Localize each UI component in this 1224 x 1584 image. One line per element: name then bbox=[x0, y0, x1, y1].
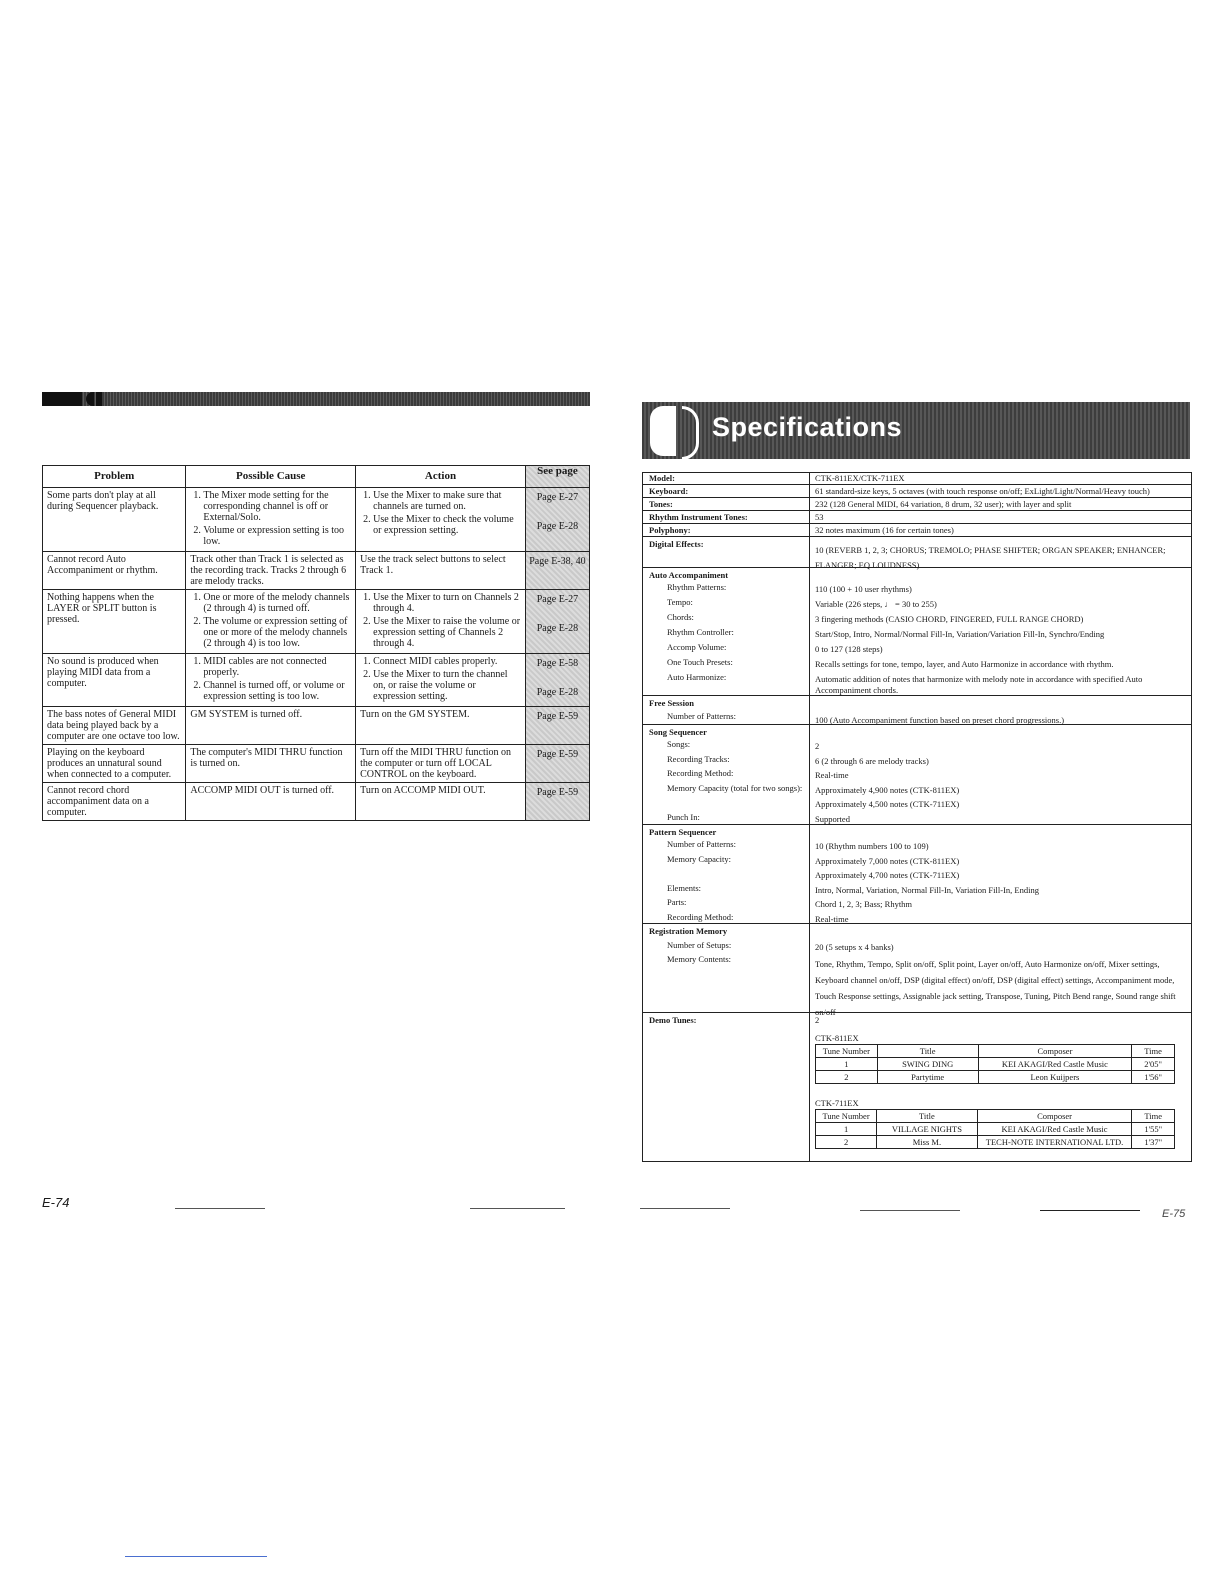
spec-sub-label: Recording Method: bbox=[667, 911, 734, 922]
spec-value: 3 fingering methods (CASIO CHORD, FINGERED, FULL RANGE CHORD) bbox=[815, 614, 1084, 624]
cause-cell bbox=[186, 654, 356, 707]
page-reference: Page E-58 bbox=[536, 658, 579, 669]
demo-cell: Partytime bbox=[877, 1071, 978, 1084]
header-problem: Problem bbox=[43, 466, 186, 488]
demo-cell: 1 bbox=[816, 1123, 877, 1136]
list-item: 1. Use the Mixer to turn on Channels 2 through 4. bbox=[373, 592, 521, 614]
spec-section-auto-accompaniment bbox=[643, 567, 1191, 695]
page-reference: Page E-27 bbox=[536, 492, 579, 503]
action-cell bbox=[356, 783, 526, 821]
table-row bbox=[43, 783, 590, 821]
cell-text: Turn on ACCOMP MIDI OUT. bbox=[360, 785, 486, 796]
spec-value: 32 notes maximum (16 for certain tones) bbox=[815, 525, 954, 535]
demo-header-cell: Title bbox=[877, 1110, 977, 1123]
section-label: Registration Memory bbox=[649, 926, 728, 936]
list-item: 2. Use the Mixer to check the volume or expression setting. bbox=[373, 514, 521, 536]
table-row bbox=[43, 552, 590, 590]
table-row bbox=[816, 1136, 1175, 1149]
spec-value: 53 bbox=[815, 512, 824, 522]
page-title: Specifications bbox=[712, 412, 903, 442]
spec-value: Approximately 4,700 notes (CTK-711EX) bbox=[815, 870, 960, 880]
demo-header-cell: Tune Number bbox=[816, 1110, 877, 1123]
cause-cell bbox=[186, 783, 356, 821]
section-label: Free Session bbox=[649, 698, 694, 708]
spec-sub-label: Elements: bbox=[667, 882, 701, 893]
cell-text: Turn on the GM SYSTEM. bbox=[360, 709, 470, 720]
demo-tunes-table bbox=[815, 1109, 1175, 1149]
header-bracket-icon bbox=[650, 406, 676, 456]
demo-cell: Leon Kuijpers bbox=[978, 1071, 1131, 1084]
list-item: 1. Connect MIDI cables properly. bbox=[373, 656, 521, 667]
section-label: Demo Tunes: bbox=[649, 1015, 697, 1025]
spec-value: Intro, Normal, Variation, Normal Fill-In, Variation Fill-In, Ending bbox=[815, 884, 1039, 895]
problem-cell: Nothing happens when the LAYER or SPLIT button is pressed. bbox=[43, 590, 186, 654]
spec-value: Real-time bbox=[815, 770, 849, 780]
demo-cell: 1'56" bbox=[1132, 1071, 1175, 1084]
action-cell bbox=[356, 707, 526, 745]
section-label: Auto Accompaniment bbox=[649, 570, 729, 580]
specifications-header bbox=[642, 402, 1190, 459]
demo-header-cell: Tune Number bbox=[816, 1045, 878, 1058]
list-item: 2. Channel is turned off, or volume or expression setting is too low. bbox=[203, 680, 351, 702]
demo-cell: VILLAGE NIGHTS bbox=[877, 1123, 977, 1136]
demo-cell: 1'55" bbox=[1132, 1123, 1175, 1136]
list-item: 1. The Mixer mode setting for the corresponding channel is off or External/Solo. bbox=[203, 490, 351, 523]
list-item: 2. Use the Mixer to turn the channel on, or raise the volume or expression setting. bbox=[373, 669, 521, 702]
demo-header-cell: Time bbox=[1132, 1110, 1175, 1123]
see-page-cell bbox=[525, 654, 589, 707]
demo-header-cell: Time bbox=[1132, 1045, 1175, 1058]
header-action: Action bbox=[356, 466, 526, 488]
spec-section-pattern-sequencer bbox=[643, 824, 1191, 924]
cause-cell bbox=[186, 488, 356, 552]
spec-label: Polyphony: bbox=[649, 525, 691, 535]
spec-sub-label: Number of Patterns: bbox=[667, 711, 736, 721]
demo-cell: KEI AKAGI/Red Castle Music bbox=[977, 1123, 1132, 1136]
page-reference: Page E-28 bbox=[536, 521, 579, 532]
spec-value: Variable (226 steps, ♩ = 30 to 255) bbox=[815, 599, 937, 609]
spec-sub-label: Accomp Volume: bbox=[667, 642, 727, 652]
table-row bbox=[816, 1058, 1175, 1071]
list-item: 1. Use the Mixer to make sure that channels are turned on. bbox=[373, 490, 521, 512]
troubleshooting-table bbox=[42, 465, 590, 821]
list-item: 1. One or more of the melody channels (2 through 4) is turned off. bbox=[203, 592, 351, 614]
table-row bbox=[43, 488, 590, 552]
problem-cell: The bass notes of General MIDI data being played back by a computer are one octave too low. bbox=[43, 707, 186, 745]
spec-sub-label: Chords: bbox=[667, 612, 694, 622]
left-header-bar bbox=[42, 392, 590, 406]
action-cell bbox=[356, 488, 526, 552]
spec-row-model bbox=[643, 472, 1191, 484]
spec-row-keyboard bbox=[643, 484, 1191, 496]
demo-cell: TECH-NOTE INTERNATIONAL LTD. bbox=[977, 1136, 1132, 1149]
header-paren-icon bbox=[682, 406, 699, 460]
list-item: 2. Volume or expression setting is too low. bbox=[203, 525, 351, 547]
page-reference: Page E-28 bbox=[536, 623, 579, 634]
demo-cell: Miss M. bbox=[877, 1136, 977, 1149]
table-header-row bbox=[43, 466, 590, 488]
list-item: 2. Use the Mixer to raise the volume or expression setting of Channels 2 through 4. bbox=[373, 616, 521, 649]
spec-sub-label: Auto Harmonize: bbox=[667, 672, 727, 682]
spec-value: 10 (Rhythm numbers 100 to 109) bbox=[815, 841, 929, 851]
see-page-cell bbox=[525, 707, 589, 745]
spec-value: Approximately 4,900 notes (CTK-811EX) bbox=[815, 784, 960, 795]
page-reference: Page E-59 bbox=[536, 749, 579, 760]
spec-row-tones bbox=[643, 497, 1191, 509]
spec-value: Automatic addition of notes that harmonize with melody note in accordance with specified Auto Accompaniment chords. bbox=[815, 674, 1143, 695]
action-cell bbox=[356, 654, 526, 707]
spec-sub-label: Rhythm Controller: bbox=[667, 627, 734, 637]
problem-cell: Playing on the keyboard produces an unnatural sound when connected to a computer. bbox=[43, 745, 186, 783]
spec-value: 0 to 127 (128 steps) bbox=[815, 644, 883, 654]
demo-model-name: CTK-711EX bbox=[815, 1098, 859, 1108]
cell-text: Turn off the MIDI THRU function on the computer or turn off LOCAL CONTROL on the keyboard. bbox=[360, 747, 512, 780]
spec-value: 2 bbox=[815, 1015, 820, 1025]
spec-value: Start/Stop, Intro, Normal/Normal Fill-In, Variation/Variation Fill-In, Synchro/Ending bbox=[815, 629, 1105, 639]
page-number-left: E-74 bbox=[42, 1195, 70, 1210]
spec-section-demo-tunes bbox=[643, 1012, 1191, 1147]
demo-cell: 1'37" bbox=[1132, 1136, 1175, 1149]
table-row bbox=[816, 1071, 1175, 1084]
see-page-cell bbox=[525, 552, 589, 590]
demo-cell: 2 bbox=[816, 1136, 877, 1149]
spec-sub-label: Memory Capacity: bbox=[667, 853, 731, 864]
demo-tunes-table bbox=[815, 1044, 1175, 1084]
spec-label: Rhythm Instrument Tones: bbox=[649, 512, 748, 522]
spec-value: Recalls settings for tone, tempo, layer, and Auto Harmonize in accordance with rhythm. bbox=[815, 659, 1114, 669]
spec-sub-label: Tempo: bbox=[667, 597, 693, 607]
spec-value: Approximately 7,000 notes (CTK-811EX) bbox=[815, 855, 960, 866]
cause-cell bbox=[186, 707, 356, 745]
problem-cell: Cannot record chord accompaniment data on a computer. bbox=[43, 783, 186, 821]
spec-sub-label: Memory Contents: bbox=[667, 954, 731, 964]
spec-value: 110 (100 + 10 user rhythms) bbox=[815, 584, 912, 594]
problem-cell: Cannot record Auto Accompaniment or rhythm. bbox=[43, 552, 186, 590]
spec-label: Model: bbox=[649, 473, 675, 483]
spec-row-rhythm-tones bbox=[643, 510, 1191, 522]
spec-value: Supported bbox=[815, 813, 850, 824]
spec-value: 100 (Auto Accompaniment function based on preset chord progressions.) bbox=[815, 715, 1065, 725]
table-row bbox=[43, 654, 590, 707]
action-cell bbox=[356, 590, 526, 654]
list-item: 2. The volume or expression setting of one or more of the melody channels (2 through 4) is too low. bbox=[203, 616, 351, 649]
spec-value: Real-time bbox=[815, 913, 849, 924]
spec-value: 2 bbox=[815, 741, 820, 751]
demo-header-cell: Composer bbox=[978, 1045, 1131, 1058]
demo-cell: 2 bbox=[816, 1071, 878, 1084]
cause-cell bbox=[186, 590, 356, 654]
spec-sub-label: One Touch Presets: bbox=[667, 657, 733, 667]
spec-row-polyphony bbox=[643, 523, 1191, 535]
page-number-right: E-75 bbox=[1162, 1208, 1186, 1220]
spec-sub-label: Songs: bbox=[667, 739, 691, 749]
see-page-cell bbox=[525, 745, 589, 783]
spec-sub-label: Recording Method: bbox=[667, 768, 734, 778]
see-page-cell bbox=[525, 590, 589, 654]
table-row bbox=[43, 707, 590, 745]
problem-cell: No sound is produced when playing MIDI data from a computer. bbox=[43, 654, 186, 707]
table-row bbox=[816, 1123, 1175, 1136]
spec-value: 232 (128 General MIDI, 64 variation, 8 drum, 32 user); with layer and split bbox=[815, 499, 1072, 509]
cell-text: Track other than Track 1 is selected as the recording track. Tracks 2 through 6 are melody tracks. bbox=[190, 554, 347, 587]
cell-text: ACCOMP MIDI OUT is turned off. bbox=[190, 785, 335, 796]
cause-cell bbox=[186, 745, 356, 783]
spec-sub-label: Rhythm Patterns: bbox=[667, 582, 727, 592]
page-reference: Page E-59 bbox=[536, 787, 579, 798]
section-label: Pattern Sequencer bbox=[649, 827, 717, 837]
list-item: 1. MIDI cables are not connected properly. bbox=[203, 656, 351, 678]
spec-sub-label: Parts: bbox=[667, 897, 687, 907]
spec-value: 6 (2 through 6 are melody tracks) bbox=[815, 755, 929, 766]
spec-row-digital-effects bbox=[643, 536, 1191, 570]
cell-text: The computer's MIDI THRU function is turned on. bbox=[190, 747, 343, 769]
spec-sub-label: Recording Tracks: bbox=[667, 753, 730, 764]
header-cause: Possible Cause bbox=[186, 466, 356, 488]
page-reference: Page E-38, 40 bbox=[529, 556, 586, 567]
demo-model-name: CTK-811EX bbox=[815, 1033, 859, 1043]
spec-value: Chord 1, 2, 3; Bass; Rhythm bbox=[815, 899, 913, 909]
demo-cell: 2'05" bbox=[1132, 1058, 1175, 1071]
spec-section-free-session bbox=[643, 695, 1191, 725]
demo-header-cell: Composer bbox=[977, 1110, 1132, 1123]
header-see-page: See page bbox=[525, 466, 589, 488]
demo-cell: 1 bbox=[816, 1058, 878, 1071]
demo-header-cell: Title bbox=[877, 1045, 978, 1058]
table-row bbox=[43, 590, 590, 654]
cell-text: Use the track select buttons to select Track 1. bbox=[360, 554, 506, 576]
spec-value: 61 standard-size keys, 5 octaves (with touch response on/off; ExLight/Light/Normal/Heavy touch) bbox=[815, 486, 1150, 496]
demo-cell: KEI AKAGI/Red Castle Music bbox=[978, 1058, 1131, 1071]
spec-value: CTK-811EX/CTK-711EX bbox=[815, 473, 905, 483]
action-cell bbox=[356, 552, 526, 590]
cell-text: GM SYSTEM is turned off. bbox=[190, 709, 303, 720]
specifications-table bbox=[642, 472, 1192, 1162]
page-reference: Page E-28 bbox=[536, 687, 579, 698]
cause-cell bbox=[186, 552, 356, 590]
section-label: Song Sequencer bbox=[649, 727, 707, 737]
spec-label: Tones: bbox=[649, 499, 673, 509]
action-cell bbox=[356, 745, 526, 783]
spec-section-song-sequencer bbox=[643, 724, 1191, 824]
spec-value: 20 (5 setups x 4 banks) bbox=[815, 942, 894, 952]
page-reference: Page E-59 bbox=[536, 711, 579, 722]
spec-label: Keyboard: bbox=[649, 486, 689, 496]
spec-value: Tone, Rhythm, Tempo, Split on/off, Split point, Layer on/off, Auto Harmonize on/off, Mixer settings, Keyboard channel on/off, DSP (digital effect) on/off, DSP (digital effect) settings, Accompaniment mode, Touch Response settings, Assignable jack setting, Transpose, Tuning, Pitch Bend range, Sound range shift on/off bbox=[815, 959, 1176, 1017]
spec-sub-label: Number of Setups: bbox=[667, 940, 732, 950]
spec-value: 10 (REVERB 1, 2, 3; CHORUS; TREMOLO; PHASE SHIFTER; ORGAN SPEAKER; ENHANCER; FLANGER; EQ LOUDNESS) bbox=[815, 545, 1166, 570]
demo-cell: SWING DING bbox=[877, 1058, 978, 1071]
see-page-cell bbox=[525, 488, 589, 552]
problem-cell: Some parts don't play at all during Sequencer playback. bbox=[43, 488, 186, 552]
page-reference: Page E-27 bbox=[536, 594, 579, 605]
spec-sub-label: Number of Patterns: bbox=[667, 839, 736, 849]
spec-sub-label: Memory Capacity (total for two songs): bbox=[667, 782, 803, 793]
spec-value: Approximately 4,500 notes (CTK-711EX) bbox=[815, 799, 960, 809]
spec-label: Digital Effects: bbox=[649, 539, 704, 549]
spec-sub-label: Punch In: bbox=[667, 811, 700, 822]
see-page-cell bbox=[525, 783, 589, 821]
spec-section-registration-memory bbox=[643, 923, 1191, 1017]
table-row bbox=[43, 745, 590, 783]
